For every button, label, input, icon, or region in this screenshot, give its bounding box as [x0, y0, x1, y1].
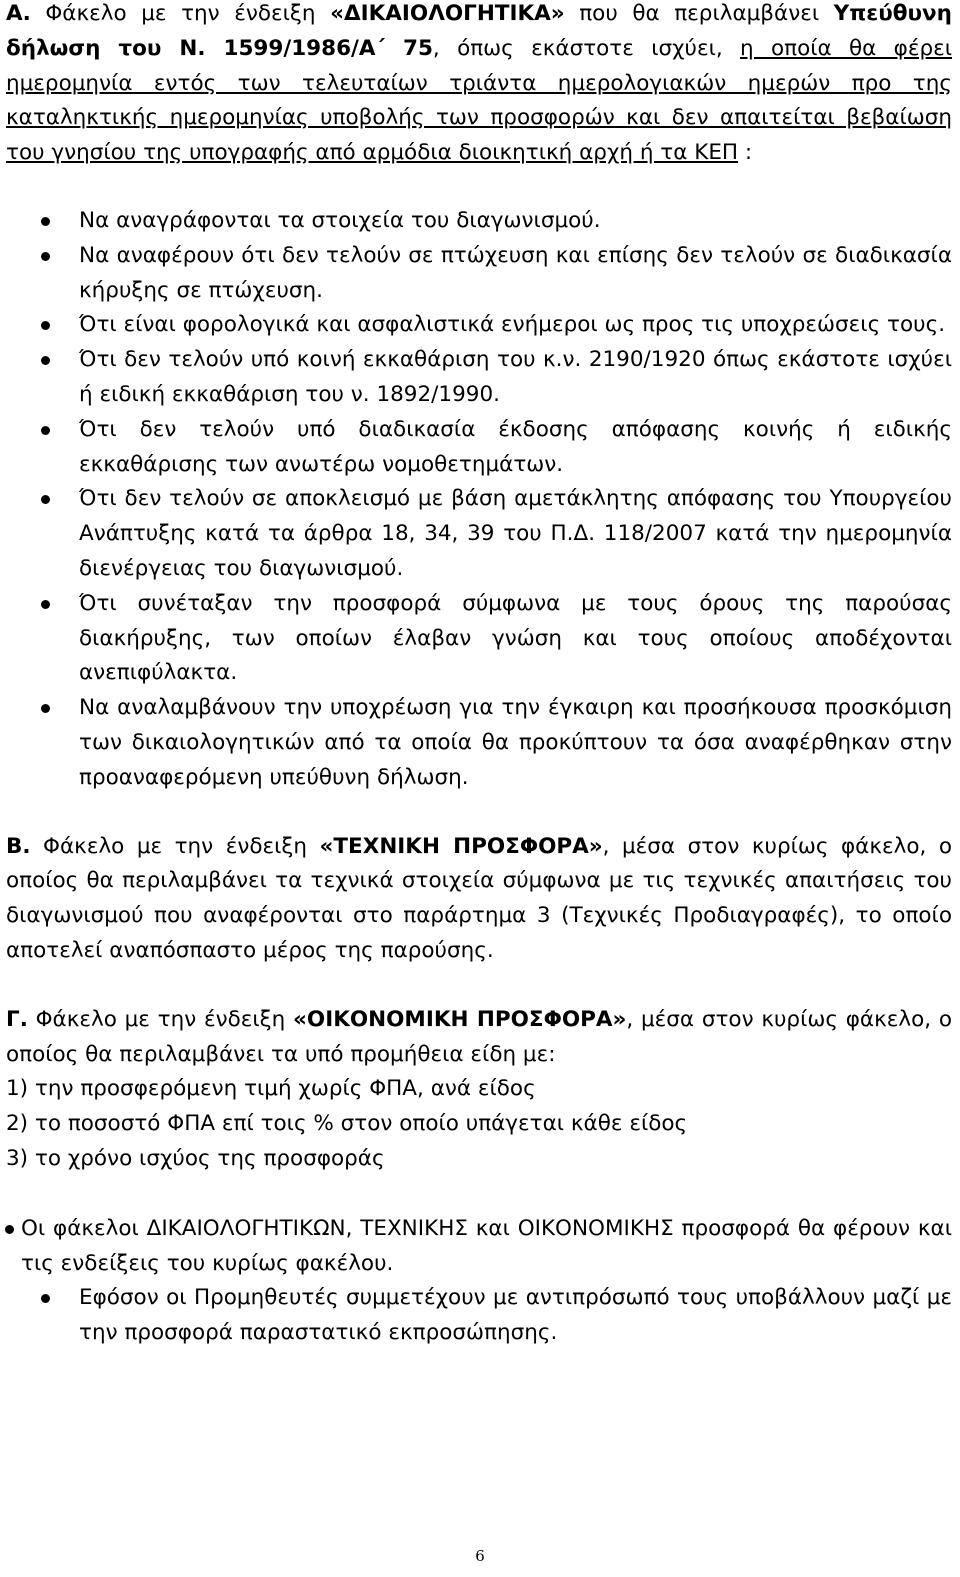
bullet-icon [41, 321, 50, 330]
bullet-icon [41, 600, 50, 609]
list-item: Ότι δεν τελούν υπό κοινή εκκαθάριση του κ.ν. 2190/1920 όπως εκάστοτε ισχύει ή ειδική εκκαθάριση του ν. 1892/1990. [6, 343, 952, 413]
section-a-text-3: , όπως εκάστοτε ισχύει, [432, 35, 741, 61]
bullet-icon [41, 426, 50, 435]
section-c-paragraph [6, 1003, 952, 1073]
section-b-text-1: Φάκελο με την ένδειξη [30, 833, 320, 859]
section-b-label: Β. [6, 833, 31, 859]
section-a-label: Α. [6, 1, 31, 26]
bullet-icon [41, 217, 50, 226]
bullet-icon [5, 1225, 14, 1234]
section-a-underlined-text: η οποία θα φέρει ημερομηνία εντός των τελευταίων τριάντα ημερολογιακών ημερών προ της καταληκτικής ημερομηνίας υποβολής των προσφορών και δεν απαιτείται βεβαίωση του γνησίου της υπογραφής από αρμόδια διοικητική αρχή ή τα ΚΕΠ [6, 35, 952, 166]
document-page [6, 0, 952, 1351]
section-a-bullet-list [6, 204, 952, 796]
list-item: Να αναγράφονται τα στοιχεία του διαγωνισμού. [6, 204, 952, 239]
section-c-label: Γ. [6, 1006, 28, 1032]
page-number: 6 [475, 1547, 485, 1565]
list-item: Εφόσον οι Προμηθευτές συμμετέχουν με αντιπρόσωπό τους υποβάλλουν μαζί με την προσφορά παραστατικό εκπροσώπησης. [6, 1281, 952, 1351]
section-c-text-1: Φάκελο με την ένδειξη [27, 1006, 294, 1032]
spacer [6, 796, 952, 830]
section-c-title: «ΟΙΚΟΝΟΜΙΚΗ ΠΡΟΣΦΟΡΑ» [293, 1006, 627, 1032]
list-item: Να αναφέρουν ότι δεν τελούν σε πτώχευση και επίσης δεν τελούν σε διαδικασία κήρυξης σε πτώχευση. [6, 239, 952, 309]
section-a-declaration: Υπεύθυνη δήλωση του Ν. 1599/1986/Α΄ 75 [6, 1, 952, 61]
list-item: Ότι είναι φορολογικά και ασφαλιστικά ενήμεροι ως προς τις υποχρεώσεις τους. [6, 308, 952, 343]
bullet-icon [41, 252, 50, 261]
section-a-paragraph [6, 0, 952, 171]
section-c-item-2: 2) το ποσοστό ΦΠΑ επί τοις % στον οποίο υπάγεται κάθε είδος [6, 1111, 688, 1137]
section-c-item-3: 3) το χρόνο ισχύος της προσφοράς [6, 1145, 385, 1171]
section-b-title: «ΤΕΧΝΙΚΗ ΠΡΟΣΦΟΡΑ» [319, 833, 603, 859]
list-item: Ότι δεν τελούν σε αποκλεισμό με βάση αμετάκλητης απόφασης του Υπουργείου Ανάπτυξης κατά τα άρθρα 18, 34, 39 του Π.Δ. 118/2007 κατά την ημερομηνία διενέργειας του διαγωνισμού. [6, 482, 952, 586]
section-c-text-2: , μέσα στον κυρίως φάκελο, ο οποίος θα περιλαμβάνει τα υπό προμήθεια είδη με: [6, 1006, 952, 1067]
bullet-icon [41, 495, 50, 504]
section-a-title: «ΔΙΚΑΙΟΛΟΓΗΤΙΚΑ» [330, 1, 565, 26]
bullet-icon [41, 1294, 50, 1303]
list-item: Να αναλαμβάνουν την υποχρέωση για την έγκαιρη και προσήκουσα προσκόμιση των δικαιολογητικών από τα οποία θα προκύπτουν τα όσα αναφέρθηκαν στην προαναφερόμενη υπεύθυνη δήλωση. [6, 691, 952, 795]
section-a-text-2: που θα περιλαμβάνει [564, 1, 834, 26]
spacer [6, 969, 952, 1003]
section-a-text-4: : [738, 140, 753, 166]
list-item: Ότι συνέταξαν την προσφορά σύμφωνα με τους όρους της παρούσας διακήρυξης, των οποίων έλαβαν γνώση και τους οποίους αποδέχονται ανεπιφύλακτα. [6, 587, 952, 691]
list-item: Οι φάκελοι ΔΙΚΑΙΟΛΟΓΗΤΙΚΩΝ, ΤΕΧΝΙΚΗΣ και ΟΙΚΟΝΟΜΙΚΗΣ προσφορά θα φέρουν και τις ενδείξεις του κυρίως φακέλου. [6, 1212, 952, 1282]
list-item: Ότι δεν τελούν υπό διαδικασία έκδοσης απόφασης κοινής ή ειδικής εκκαθάρισης των ανωτέρω νομοθετημάτων. [6, 413, 952, 483]
bullet-icon [41, 704, 50, 713]
section-a-text-1: Φάκελο με την ένδειξη [30, 1, 331, 26]
section-c-item-1: 1) την προσφερόμενη τιμή χωρίς ΦΠΑ, ανά είδος [6, 1076, 536, 1102]
section-b-text-2: , μέσα στον κυρίως φάκελο, ο οποίος θα περιλαμβάνει τα τεχνικά στοιχεία σύμφωνα με τις τεχνικές απαιτήσεις του διαγωνισμού που αναφέρονται στο παράρτημα 3 (Τεχνικές Προδιαγραφές), το οποίο αποτελεί αναπόσπαστο μέρος της παρούσης. [6, 833, 952, 963]
spacer [6, 1177, 952, 1212]
section-b-paragraph [6, 830, 952, 969]
final-notes-list [6, 1212, 952, 1351]
bullet-icon [41, 356, 50, 365]
